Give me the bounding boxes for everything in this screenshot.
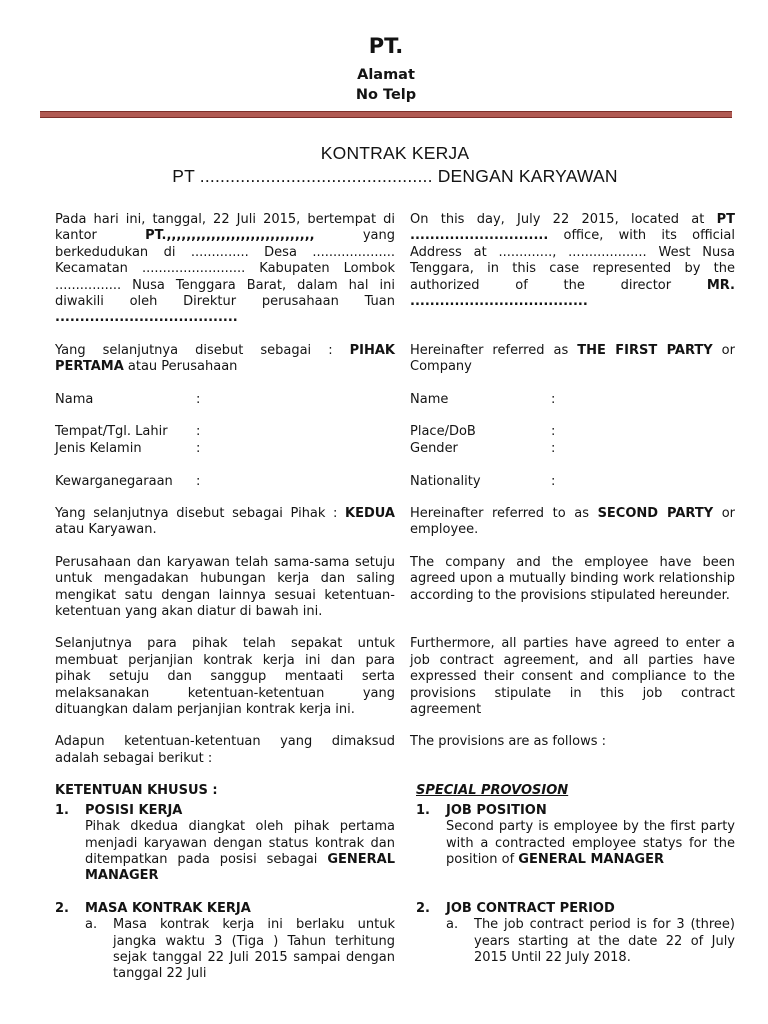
first-party-row [55,343,735,376]
mutual-agreement-row [55,555,735,621]
field-label-jenis-kelamin: Jenis Kelamin [55,440,142,456]
intro-paragraph-en: On this day, July 22 2015, located at PT ............................ office, with its official Address at ............., ................... West Nusa Tenggara, in this case represented by the authorized of the director MR. .................................... [410,212,735,310]
second-party-clause-en: Hereinafter referred to as SECOND PARTY or employee. [410,506,736,538]
field-row [410,441,735,457]
second-party-row [55,506,735,539]
field-colon: : [551,391,556,407]
field-label-tempat-lahir: Tempat/Tgl. Lahir [55,424,168,440]
provisions-intro-row [55,734,735,767]
field-row [55,474,395,490]
sub-item-letter: a. [85,917,98,933]
field-label-place-dob: Place/DoB [410,424,476,440]
list-item-id [55,803,395,885]
document-title: KONTRAK KERJA [320,143,470,163]
company-phone-label: No Telp [355,87,417,103]
sub-item-letter: a. [446,917,459,933]
field-row [410,392,735,408]
item-number: 2. [416,900,430,916]
first-party-clause-en: Hereinafter referred as THE FIRST PARTY or Company [410,342,735,375]
item-body-job-position: Second party is employee by the first party with a contracted employee statys for the position of GENERAL MANAGER [446,819,735,867]
item-heading [55,901,395,917]
field-label-nama: Nama [55,391,94,407]
document-subtitle: PT .............................................. DENGAN KARYAWAN [172,166,618,186]
special-provision-heading-id: KETENTUAN KHUSUS : [55,783,218,799]
furthermore-clause-id: Selanjutnya para pihak telah sepakat untuk membuat perjanjian kontrak kerja ini dan para pihak setuju dan sanggup mentaati serta melaksanakan ketentuan-ketentuan yang dituangkan dalam perjanjian kontrak kerja ini. [55,636,395,718]
field-row [410,474,735,490]
field-colon: : [551,473,556,489]
field-colon: : [551,424,556,440]
item-heading [55,803,395,819]
list-item-en [410,901,735,967]
item-body-posisi-kerja: Pihak dkedua diangkat oleh pihak pertama menjadi karyawan dengan status kontrak dan ditempatkan pada posisi sebagai GENERAL MANAGER [85,819,395,884]
mutual-agreement-en: The company and the employee have been agreed upon a mutually binding work relationship according to the provisions stipulated hereunder. [410,554,735,603]
special-provision-heading-en: SPECIAL PROVOSION [416,783,569,799]
item-job-position-row [55,803,735,885]
item-title-job-position: JOB POSITION [446,802,547,818]
field-row [410,424,735,440]
item-heading [416,901,735,917]
contract-body [55,212,735,983]
identity-fields-row [55,392,735,490]
mutual-agreement-id: Perusahaan dan karyawan telah sama-sama setuju untuk mengadakan hubungan kerja dan saling mengikat satu dengan lainnya sesuai ketentuan-ketentuan yang akan diatur di bawah ini. [55,554,395,620]
first-party-clause-id: Yang selanjutnya disebut sebagai : PIHAK PERTAMA atau Perusahaan [55,342,395,375]
sub-item [85,917,395,983]
company-address-label: Alamat [357,67,415,83]
document-title-block [55,142,735,188]
field-label-name: Name [410,391,449,407]
list-item-id [55,901,395,983]
item-heading [416,803,735,819]
company-name: PT. [368,34,404,58]
letterhead-divider [40,111,732,118]
field-row [55,441,395,457]
field-row [55,424,395,440]
second-party-clause-id: Yang selanjutnya disebut sebagai Pihak : KEDUA atau Karyawan. [55,506,395,538]
field-label-nationality: Nationality [410,473,481,489]
sub-item [446,917,735,966]
identity-fields-en [410,392,735,490]
item-title-masa-kontrak: MASA KONTRAK KERJA [85,900,251,916]
field-label-gender: Gender [410,440,458,456]
furthermore-row [55,636,735,718]
field-colon: : [196,473,201,489]
furthermore-clause-en: Furthermore, all parties have agreed to enter a job contract agreement, and all parties have expressed their consent and compliance to the provisions stipulate in this job contract agreement [410,636,735,718]
item-title-posisi-kerja: POSISI KERJA [85,802,183,818]
letterhead [40,34,732,105]
field-colon: : [551,440,556,456]
special-provision-heading-row [55,783,735,799]
intro-paragraph-id: Pada hari ini, tanggal, 22 Juli 2015, bertempat di kantor PT.,,,,,,,,,,,,,,,,,,,,,,,,,,,,,, yang berkedudukan di .............. Desa .................... Kecamatan ......................... Kabupaten Lombok ................ Nusa Tenggara Barat, dalam hal ini diwakili oleh Direktur perusahaan Tuan ..................................... [55,212,395,326]
item-number: 2. [55,900,69,916]
field-colon: : [196,440,201,456]
identity-fields-id [55,392,395,490]
field-row [55,392,395,408]
intro-row [55,212,735,327]
provisions-intro-en: The provisions are as follows : [410,734,607,750]
item-title-contract-period: JOB CONTRACT PERIOD [446,900,615,916]
field-colon: : [196,391,201,407]
field-label-kewarganegaraan: Kewarganegaraan [55,473,173,489]
item-number: 1. [416,802,430,818]
list-item-en [410,803,735,869]
field-colon: : [196,424,201,440]
item-number: 1. [55,802,69,818]
sub-item-body-masa-kontrak: Masa kontrak kerja ini berlaku untuk jangka waktu 3 (Tiga ) Tahun terhitung sejak tanggal 22 Juli 2015 sampai dengan tanggal 22 Juli [113,917,395,982]
sub-item-body-contract-period: The job contract period is for 3 (three) years starting at the date 22 of July 2015 Until 22 July 2018. [474,917,735,965]
item-contract-period-row [55,901,735,983]
provisions-intro-id: Adapun ketentuan-ketentuan yang dimaksud adalah sebagai berikut : [55,734,395,766]
